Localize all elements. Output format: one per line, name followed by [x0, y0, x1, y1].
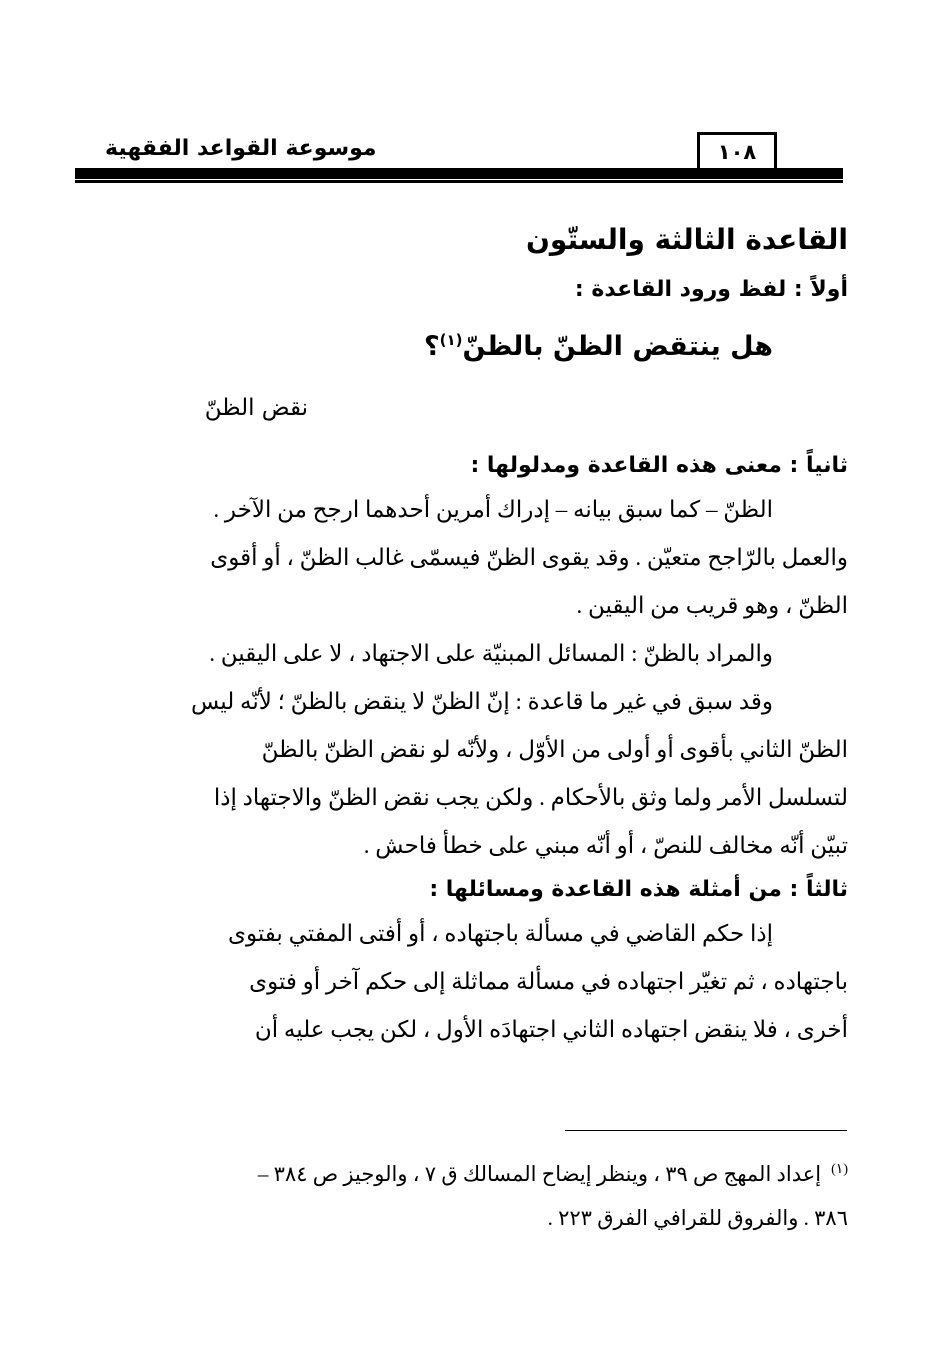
header-rule-thick: [75, 168, 843, 179]
page-number: ١٠٨: [697, 132, 777, 168]
footnote-text-1: إعداد المهج ص ٣٩ ، وينظر إيضاح المسالك ق ٧ ، والوجيز ص ٣٨٤ –: [257, 1162, 822, 1186]
paragraph-line: باجتهاده ، ثم تغيّر اجتهاده في مسألة مماثلة إلى حكم آخر أو فتوى: [249, 969, 848, 994]
section-heading-1: أولاً : لفظ ورود القاعدة :: [574, 277, 848, 302]
rule-question-mark: ؟: [423, 331, 440, 362]
footnote-reference[interactable]: (١): [439, 331, 463, 349]
paragraph-line: تبيّن أنّه مخالف للنصّ ، أو أنّه مبني على خطأ فاحش .: [363, 833, 848, 858]
section-3-paragraph-1: [75, 910, 848, 1054]
paragraph-line: لتسلسل الأمر ولما وثق بالأحكام . ولكن يجب نقض الظنّ والاجتهاد إذا: [213, 785, 848, 810]
section-heading-3: ثالثاً : من أمثلة هذه القاعدة ومسائلها :: [429, 877, 848, 902]
paragraph-line: والعمل بالرّاجح متعيّن . وقد يقوى الظنّ فيسمّى غالب الظنّ ، أو أقوى: [210, 545, 848, 570]
rule-short-form: نقض الظنّ: [204, 395, 308, 421]
footnote-line-1: [75, 1148, 848, 1196]
section-2-paragraph-1: [75, 486, 848, 630]
paragraph-line: والمراد بالظنّ : المسائل المبنيّة على الاجتهاد ، لا على اليقين .: [209, 641, 773, 666]
running-title: موسوعة القواعد الفقهية: [105, 136, 377, 161]
section-heading-2: ثانياً : معنى هذه القاعدة ومدلولها :: [470, 453, 848, 478]
section-2-paragraph-2: [75, 630, 848, 678]
header-rule-thin: [75, 180, 843, 183]
section-2-paragraph-3: [75, 678, 848, 870]
paragraph-line: إذا حكم القاضي في مسألة باجتهاده ، أو أفتى المفتي بفتوى: [227, 921, 773, 946]
paragraph-line: أخرى ، فلا ينقض اجتهاده الثاني اجتهادَه الأول ، لكن يجب عليه أن: [254, 1017, 848, 1042]
paragraph-line: الظنّ الثاني بأقوى أو أولى من الأوّل ، ولأنّه لو نقض الظنّ بالظنّ: [261, 737, 848, 762]
footnote-separator: [565, 1130, 847, 1131]
rule-statement-text: هل ينتقض الظنّ بالظنّ: [462, 331, 773, 362]
rule-statement: [75, 310, 848, 370]
footnote-number: (١): [831, 1162, 848, 1177]
rule-title: القاعدة الثالثة والستّون: [526, 223, 848, 256]
footnote-line-2: ٣٨٦ . والفروق للقرافي الفرق ٢٢٣ .: [547, 1206, 848, 1230]
footnote: [75, 1148, 848, 1240]
page-content: [75, 210, 848, 1054]
paragraph-line: وقد سبق في غير ما قاعدة : إنّ الظنّ لا ينقض بالظنّ ؛ لأنّه ليس: [190, 689, 773, 714]
paragraph-line: الظنّ – كما سبق بيانه – إدراك أمرين أحدهما ارجح من الآخر .: [213, 497, 773, 522]
page-header: [75, 118, 843, 190]
paragraph-line: الظنّ ، وهو قريب من اليقين .: [576, 593, 848, 618]
